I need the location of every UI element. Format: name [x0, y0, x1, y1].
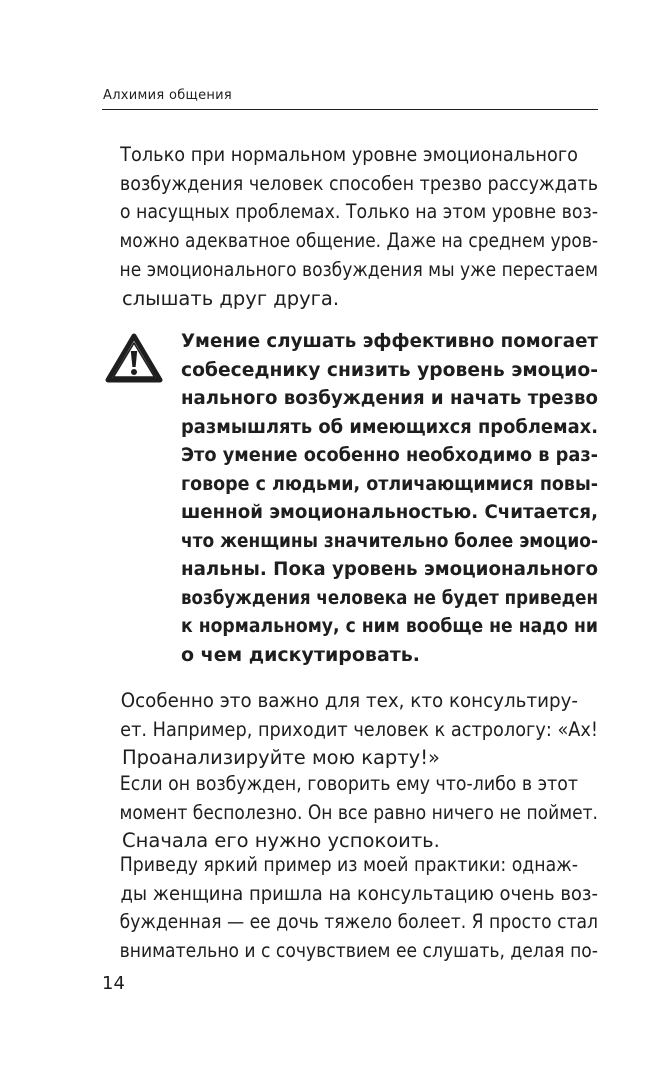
paragraph-1-line: Только при нормальном уровне эмоционального — [120, 143, 578, 166]
warning-note — [181, 327, 598, 669]
warning-note-line: собеседнику снизить уровень эмоцио- — [181, 358, 598, 381]
paragraph-4-line: Приведу яркий пример из моей практики: однаж- — [119, 853, 578, 876]
paragraph-3 — [102, 770, 598, 856]
header-rule — [102, 109, 598, 110]
running-head: Алхимия общения — [103, 88, 233, 103]
paragraph-1-line: о насущных проблемах. Только на этом уровне воз- — [119, 200, 598, 224]
paragraph-3-line: момент бесполезно. Он все равно ничего не поймет. — [119, 800, 599, 824]
paragraph-1 — [102, 141, 598, 313]
paragraph-4-line: бужденная — ее дочь тяжело болеет. Я просто стал — [119, 910, 599, 934]
warning-note-line: возбуждения человека не будет приведен — [181, 586, 598, 609]
warning-note-line: нального возбуждения и начать трезво — [181, 387, 598, 409]
paragraph-1-line: слышать друг друга. — [122, 286, 340, 310]
paragraph-3-line: Сначала его нужно успокоить. — [122, 829, 440, 853]
paragraph-1-line: не эмоционального возбуждения мы уже перестаем — [119, 257, 598, 281]
paragraph-2-line: ет. Например, приходит человек к астрологу: «Ах! — [120, 717, 598, 741]
warning-note-line: что женщины значительно более эмоцио- — [181, 529, 598, 552]
paragraph-4 — [102, 851, 598, 966]
paragraph-4-line: ды женщина пришла на консультацию очень воз- — [120, 881, 598, 905]
warning-note-line: размышлять об имеющихся проблемах. — [181, 415, 598, 438]
warning-triangle-icon — [104, 332, 164, 384]
paragraph-1-line: возбуждения человек способен трезво рассуждать — [119, 171, 598, 195]
paragraph-4-line: внимательно и с сочувствием ее слушать, делая по- — [119, 939, 599, 963]
warning-note-line: о чем дискутировать. — [181, 643, 421, 666]
warning-note-line: нальны. Пока уровень эмоционального — [181, 558, 598, 580]
paragraph-2-line: Проанализируйте мою карту!» — [122, 746, 440, 770]
paragraph-2-line: Особенно это важно для тех, кто консультиру- — [120, 689, 579, 712]
page-number: 14 — [102, 973, 125, 994]
warning-note-line: шенной эмоциональностью. Считается, — [181, 501, 598, 523]
warning-note-line: Это умение особенно необходимо в раз- — [181, 444, 598, 466]
paragraph-3-line: Если он возбужден, говорить ему что-либо в этот — [119, 772, 578, 795]
warning-note-line: Умение слушать эффективно помогает — [181, 330, 598, 352]
paragraph-1-line: можно адекватное общение. Даже на среднем уров- — [119, 229, 598, 253]
warning-note-line: к нормальному, с ним вообще не надо ни — [181, 615, 598, 637]
paragraph-2 — [102, 687, 598, 773]
warning-note-line: говоре с людьми, отличающимися повы- — [181, 472, 598, 495]
